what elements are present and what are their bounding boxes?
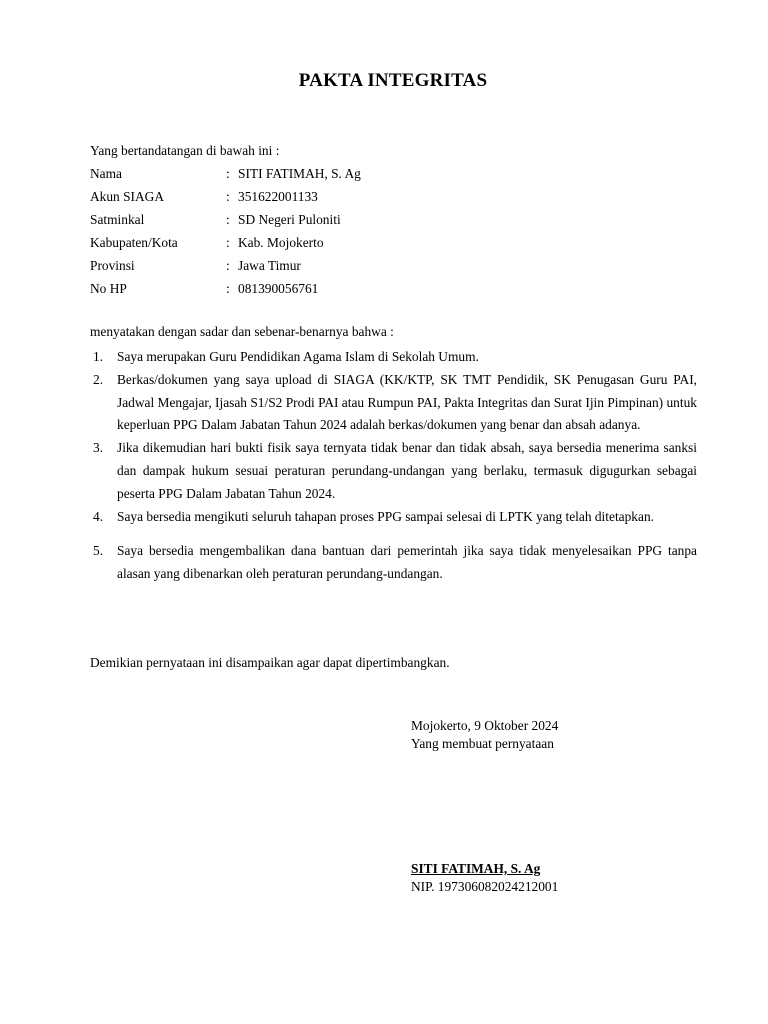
signature-role: Yang membuat pernyataan xyxy=(411,736,554,751)
list-item-text: Berkas/dokumen yang saya upload di SIAGA (KK/KTP, SK TMT Pendidik, SK Penugasan Guru PAI, Jadwal Mengajar, Ijasah S1/S2 Prodi PAI atau Rumpun PAI, Pakta Integritas dan Surat Ijin Pimpinan) untuk keperluan PPG Dalam Jabatan Tahun 2024 adalah berkas/dokumen yang benar dan absah adanya. xyxy=(117,371,697,433)
field-colon: : xyxy=(226,235,230,250)
list-item xyxy=(90,369,697,437)
field-value: Jawa Timur xyxy=(238,258,301,273)
field-row-akun-siaga xyxy=(90,189,361,212)
field-label: Nama xyxy=(90,166,122,181)
identity-fields xyxy=(90,166,361,304)
list-item xyxy=(90,437,697,505)
field-colon: : xyxy=(226,281,230,296)
document-title: PAKTA INTEGRITAS xyxy=(298,70,488,91)
field-colon: : xyxy=(226,166,230,181)
list-item-number: 3. xyxy=(93,440,104,456)
intro-text: Yang bertandatangan di bawah ini : xyxy=(90,143,280,158)
list-item-number: 2. xyxy=(93,371,104,387)
list-item xyxy=(90,506,697,529)
signature-block xyxy=(411,717,558,753)
list-item-text: Saya bersedia mengikuti seluruh tahapan proses PPG sampai selesai di LPTK yang telah ditetapkan. xyxy=(117,508,654,524)
field-label: Satminkal xyxy=(90,212,145,227)
field-colon: : xyxy=(226,189,230,204)
field-row-kabupaten-kota xyxy=(90,235,361,258)
signature-place-date: Mojokerto, 9 Oktober 2024 xyxy=(411,718,559,733)
field-value: SITI FATIMAH, S. Ag xyxy=(238,166,361,181)
signatory-nip: NIP. 197306082024212001 xyxy=(411,879,559,894)
field-value: 351622001133 xyxy=(238,189,318,204)
field-label: Kabupaten/Kota xyxy=(90,235,178,250)
list-item-text: Saya merupakan Guru Pendidikan Agama Islam di Sekolah Umum. xyxy=(117,349,479,364)
list-item-text: Saya bersedia mengembalikan dana bantuan dari pemerintah jika saya tidak menyelesaikan PPG tanpa alasan yang dibenarkan oleh peraturan perundang-undangan. xyxy=(117,543,697,582)
list-item-number: 5. xyxy=(93,543,104,559)
statement-intro: menyatakan dengan sadar dan sebenar-benarnya bahwa : xyxy=(90,324,394,339)
field-colon: : xyxy=(226,212,230,227)
field-row-provinsi xyxy=(90,258,361,281)
field-value: SD Negeri Puloniti xyxy=(238,212,341,227)
list-item-text: Jika dikemudian hari bukti fisik saya ternyata tidak benar dan tidak absah, saya bersedia menerima sanksi dan dampak hukum sesuai peraturan perundang-undangan yang berlaku, termasuk digugurkan sebagai peserta PPG Dalam Jabatan Tahun 2024. xyxy=(117,440,697,501)
field-value: 081390056761 xyxy=(238,281,319,296)
list-item-number: 1. xyxy=(93,349,104,364)
list-item xyxy=(90,540,697,586)
field-label: Akun SIAGA xyxy=(90,189,165,204)
list-item-number: 4. xyxy=(93,508,104,524)
field-row-satminkal xyxy=(90,212,361,235)
field-colon: : xyxy=(226,258,230,273)
signatory-name: SITI FATIMAH, S. Ag xyxy=(411,861,541,876)
field-row-nama xyxy=(90,166,361,189)
statement-list xyxy=(90,346,697,586)
field-label: No HP xyxy=(90,281,127,296)
list-item xyxy=(90,346,697,369)
field-value: Kab. Mojokerto xyxy=(238,235,324,250)
field-label: Provinsi xyxy=(90,258,135,273)
closing-text: Demikian pernyataan ini disampaikan agar dapat dipertimbangkan. xyxy=(90,655,450,670)
field-row-no-hp xyxy=(90,281,361,304)
